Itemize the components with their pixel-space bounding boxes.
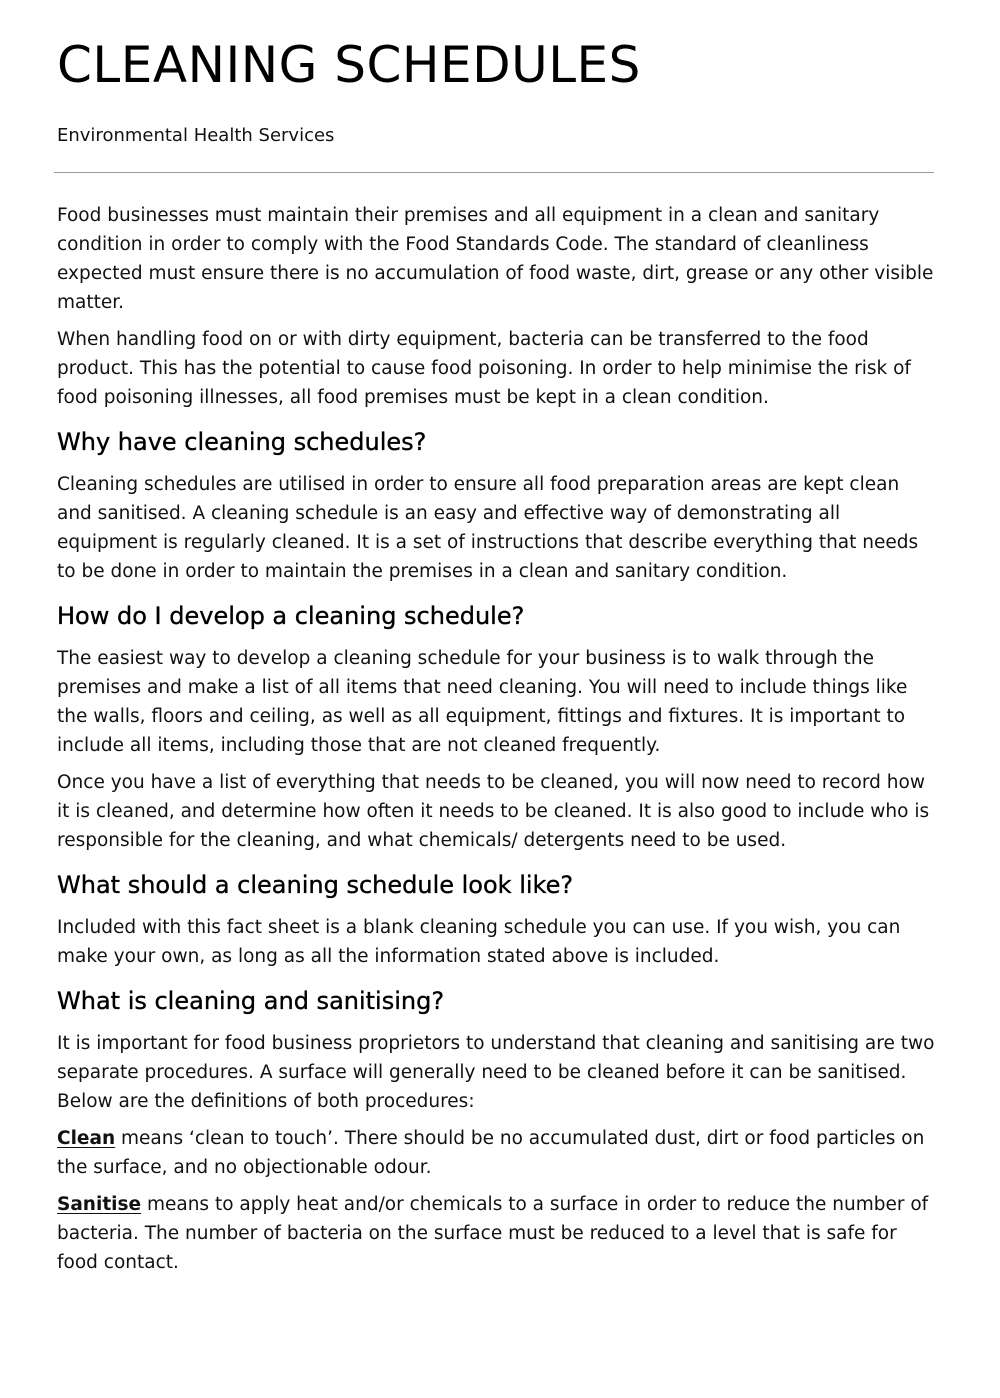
heading-why: Why have cleaning schedules? (57, 428, 427, 456)
why-paragraph-1: Cleaning schedules are utilised in order to ensure all food preparation areas are kept clean and sanitised. A cleaning schedule is an easy and effective way of demonstrating all equipment is regularly cleaned. It is a set of instructions that describe everything that needs to be done in order to maintain the premises in a clean and sanitary condition. (57, 474, 919, 582)
what-is-paragraph-1: It is important for food business proprietors to understand that cleaning and sanitising are two separate procedures. A surface will generally need to be cleaned before it can be sanitised. Below are the definitions of both procedures: (57, 1033, 935, 1112)
heading-how: How do I develop a cleaning schedule? (57, 602, 525, 630)
clean-definition (57, 1124, 939, 1182)
heading-what-look: What should a cleaning schedule look like? (57, 871, 574, 899)
intro-paragraph-1: Food businesses must maintain their premises and all equipment in a clean and sanitary condition in order to comply with the Food Standards Code. The standard of cleanliness expected must ensure there is no accumulation of food waste, dirt, grease or any other visible matter. (57, 205, 934, 313)
document-body (57, 201, 939, 1285)
how-paragraph-1: The easiest way to develop a cleaning schedule for your business is to walk through the premises and make a list of all items that need cleaning. You will need to include things like the walls, floors and ceiling, as well as all equipment, fittings and fixtures. It is important to include all items, including those that are not cleaned frequently. (57, 648, 908, 756)
clean-term: Clean (57, 1128, 116, 1149)
sanitise-definition-text: means to apply heat and/or chemicals to a surface in order to reduce the number of bacteria. The number of bacteria on the surface must be reduced to a level that is safe for food contact. (57, 1194, 929, 1273)
intro-paragraph-2: When handling food on or with dirty equipment, bacteria can be transferred to the food product. This has the potential to cause food poisoning. In order to help minimise the risk of food poisoning illnesses, all food premises must be kept in a clean condition. (57, 329, 911, 408)
document-subtitle: Environmental Health Services (57, 125, 335, 146)
what-look-paragraph-1: Included with this fact sheet is a blank cleaning schedule you can use. If you wish, you can make your own, as long as all the information stated above is included. (57, 917, 901, 967)
sanitise-term: Sanitise (57, 1194, 142, 1215)
sanitise-definition (57, 1190, 939, 1277)
document-title: CLEANING SCHEDULES (57, 36, 641, 94)
header-divider (54, 172, 934, 173)
how-paragraph-2: Once you have a list of everything that needs to be cleaned, you will now need to record how it is cleaned, and determine how often it needs to be cleaned. It is also good to include who is responsible for the cleaning, and what chemicals/ detergents need to be used. (57, 772, 930, 851)
clean-definition-text: means ‘clean to touch’. There should be no accumulated dust, dirt or food particles on the surface, and no objectionable odour. (57, 1128, 925, 1178)
heading-what-is: What is cleaning and sanitising? (57, 987, 445, 1015)
